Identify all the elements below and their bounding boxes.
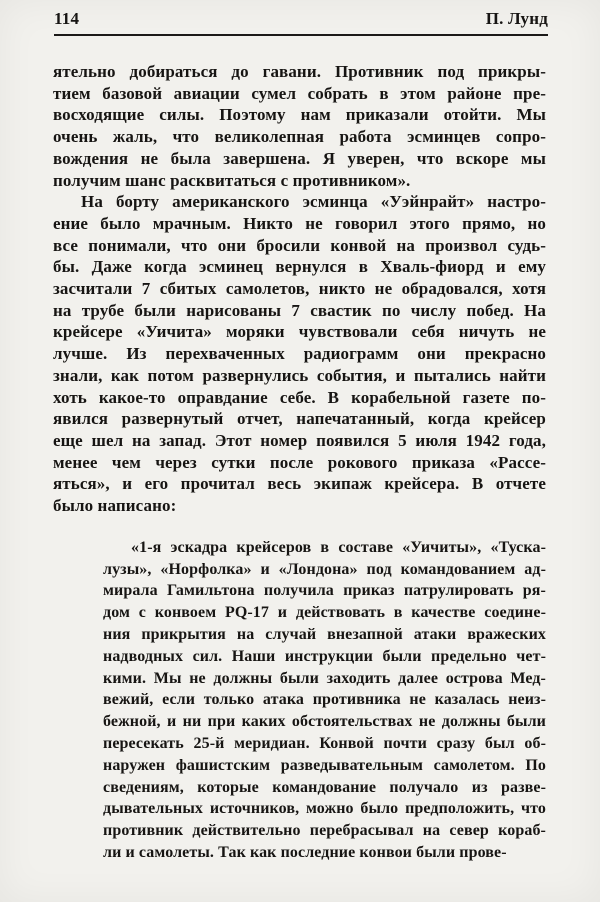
text-line: мирала Гамильтона получила приказ патрулировать ря-: [103, 582, 546, 600]
text-line: бы. Даже когда эсминец вернулся в Хваль-фиорд и ему: [53, 257, 546, 277]
text-line: все понимали, что они бросили конвой на произвол судь-: [53, 235, 546, 255]
text-line: вождения не была завершена. Я уверен, что вскоре мы: [53, 148, 546, 168]
text-line: крейсере «Уичита» моряки чувствовали себя ничуть не: [53, 322, 546, 342]
paragraph: [53, 61, 546, 191]
text-line: хоть какое-то оправдание себе. В корабельной газете по-: [53, 387, 546, 407]
text-line: лузы», «Норфолка» и «Лондона» под командованием ад-: [103, 560, 546, 578]
text-line: пересекать 25-й меридиан. Конвой почти сразу был об-: [103, 734, 546, 752]
paragraph: [53, 191, 546, 517]
running-head-author: П. Лунд: [485, 9, 548, 28]
text-line: противник действительно перебрасывал на север кораб-: [103, 822, 546, 840]
text-line: вежий, если только атака противника не казалась неиз-: [103, 691, 546, 709]
text-line: дом с конвоем PQ-17 и действовать в качестве соедине-: [103, 604, 546, 622]
text-line: лучше. Из перехваченных радиограмм они прекрасно: [53, 344, 546, 364]
text-line: менее чем через сутки после рокового приказа «Рассе-: [53, 452, 546, 472]
page-number: 114: [54, 9, 80, 28]
text-line: сведениям, которые командование получало из разве-: [103, 778, 546, 796]
text-line: яться», и его прочитал весь экипаж крейсера. В отчете: [53, 474, 546, 494]
text-line: ение было мрачным. Никто не говорил этого прямо, но: [53, 213, 546, 233]
text-line: На борту американского эсминца «Уэйнрайт» настро-: [81, 192, 546, 212]
text-line: засчитали 7 сбитых самолетов, никто не обрадовался, хотя: [53, 279, 546, 299]
text-line: на трубе были нарисованы 7 свастик по числу побед. На: [53, 300, 546, 320]
page-header: [54, 9, 548, 36]
text-line: явился развернутый отчет, напечатанный, когда крейсер: [53, 409, 546, 429]
text-line: наружен фашистским разведывательным самолетом. По: [103, 756, 546, 774]
text-line: знали, как потом развернулись события, и пытались найти: [53, 365, 546, 385]
page-body: [53, 61, 546, 864]
text-line: «1-я эскадра крейсеров в составе «Уичиты», «Туска-: [131, 538, 546, 556]
text-line: ния прикрытия на случай внезапной атаки вражеских: [103, 625, 546, 643]
block-quote: [103, 537, 546, 864]
text-line: дывательных источников, можно было предположить, что: [103, 800, 546, 818]
text-line: кими. Мы не должны были заходить далее острова Мед-: [103, 669, 546, 687]
text-line: было написано:: [53, 496, 177, 516]
text-line: еще шел на запад. Этот номер появился 5 июля 1942 года,: [53, 430, 546, 450]
text-line: надводных сил. Наши инструкции были предельно чет-: [103, 647, 546, 665]
text-line: ятельно добираться до гавани. Противник под прикры-: [53, 62, 546, 81]
text-line: очень жаль, что великолепная работа эсминцев сопро-: [53, 127, 546, 147]
text-line: бежной, и ни при каких обстоятельствах не должны были: [103, 713, 546, 731]
text-line: восходящие силы. Поэтому нам приказали отойти. Мы: [53, 105, 546, 125]
text-line: тием базовой авиации сумел собрать в этом районе пре-: [53, 83, 546, 103]
text-line: получим шанс расквитаться с противником».: [53, 170, 411, 190]
text-line: ли и самолеты. Так как последние конвои были прове-: [103, 843, 507, 861]
